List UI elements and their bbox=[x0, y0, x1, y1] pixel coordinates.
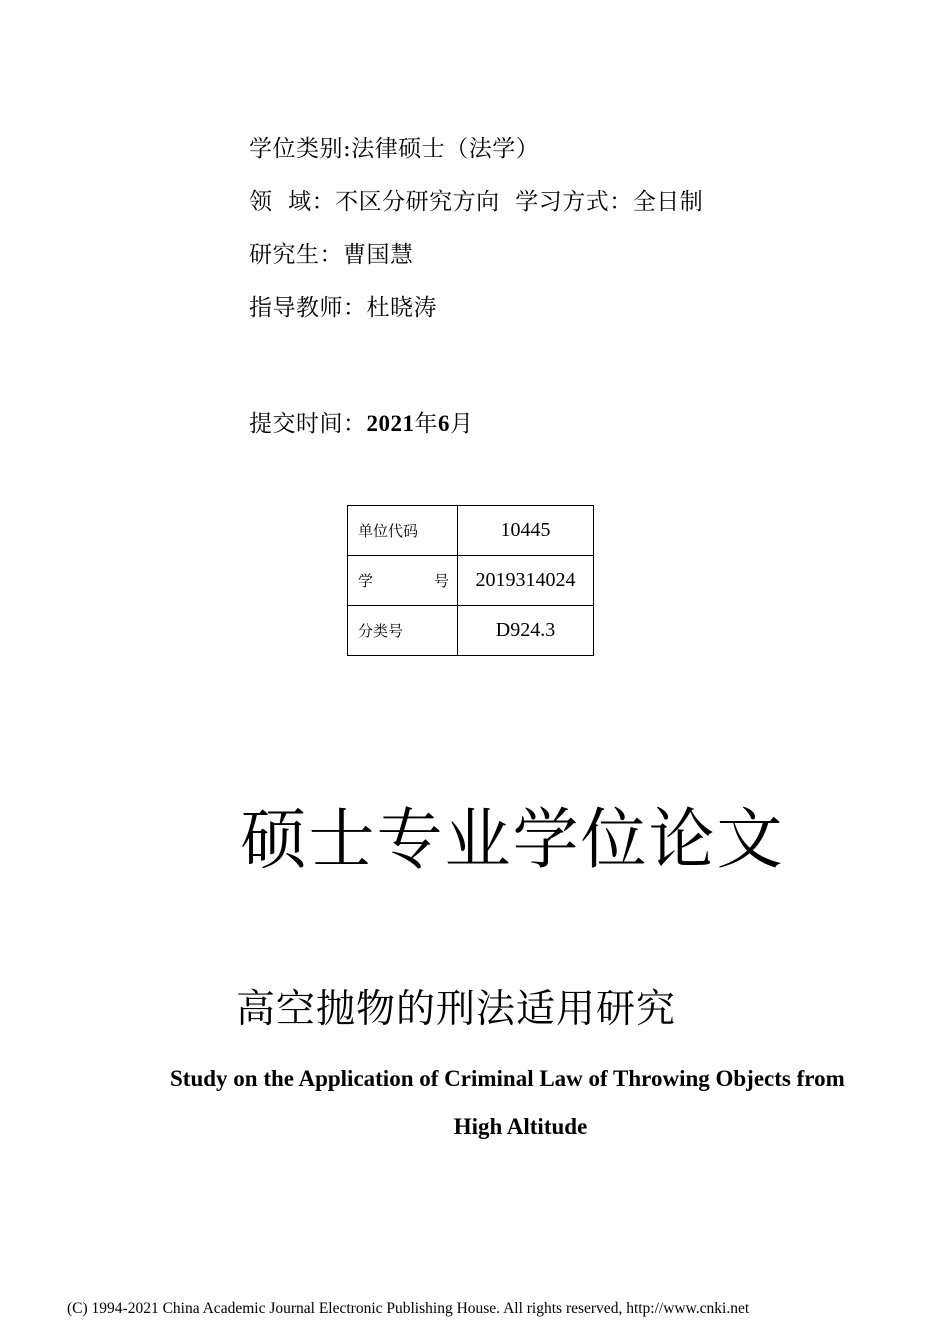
thesis-title-chinese: 高空抛物的刑法适用研究 bbox=[236, 987, 677, 1032]
degree-type-label: 学位类别: bbox=[249, 136, 352, 162]
degree-type-line bbox=[249, 134, 539, 164]
student-name: 曹国慧 bbox=[343, 242, 414, 268]
thesis-title-english-line-1: Study on the Application of Criminal Law of Throwing Objects from bbox=[170, 1066, 845, 1091]
field-value: 不区分研究方向 学习方式：全日制 bbox=[335, 189, 704, 215]
thesis-type-title: 硕士专业学位论文 bbox=[240, 801, 785, 878]
student-id-label-part: 号 bbox=[433, 572, 449, 590]
codes-table bbox=[347, 505, 594, 656]
field-line bbox=[249, 187, 703, 217]
thesis-title-english-line-2: High Altitude bbox=[453, 1114, 588, 1139]
advisor-line bbox=[249, 293, 437, 323]
student-label: 研究生： bbox=[249, 242, 343, 268]
classification-label: 分类号 bbox=[348, 606, 458, 656]
unit-code-label: 单位代码 bbox=[348, 506, 458, 556]
unit-code-value: 10445 bbox=[458, 506, 594, 556]
advisor-label: 指导教师： bbox=[249, 295, 367, 321]
student-line bbox=[249, 240, 414, 270]
table-row bbox=[348, 606, 594, 656]
classification-value: D924.3 bbox=[458, 606, 594, 656]
student-id-label bbox=[348, 556, 458, 606]
student-id-label-part: 学 bbox=[358, 572, 374, 590]
table-row bbox=[348, 506, 594, 556]
table-row bbox=[348, 556, 594, 606]
submit-year: 2021 bbox=[366, 411, 415, 436]
degree-type-value: 法律硕士（法学） bbox=[351, 136, 540, 162]
submit-month: 6 bbox=[438, 411, 450, 436]
submit-date-line bbox=[249, 409, 474, 439]
advisor-name: 杜晓涛 bbox=[366, 295, 437, 321]
submit-year-unit: 年 bbox=[414, 411, 438, 437]
submit-month-unit: 月 bbox=[450, 411, 474, 437]
field-label: 领 域： bbox=[249, 189, 336, 215]
copyright-footer: (C) 1994-2021 China Academic Journal Electronic Publishing House. All rights reserved, http://www.cnki.net bbox=[67, 1300, 750, 1317]
student-id-value: 2019314024 bbox=[458, 556, 594, 606]
submit-label: 提交时间： bbox=[249, 411, 367, 437]
